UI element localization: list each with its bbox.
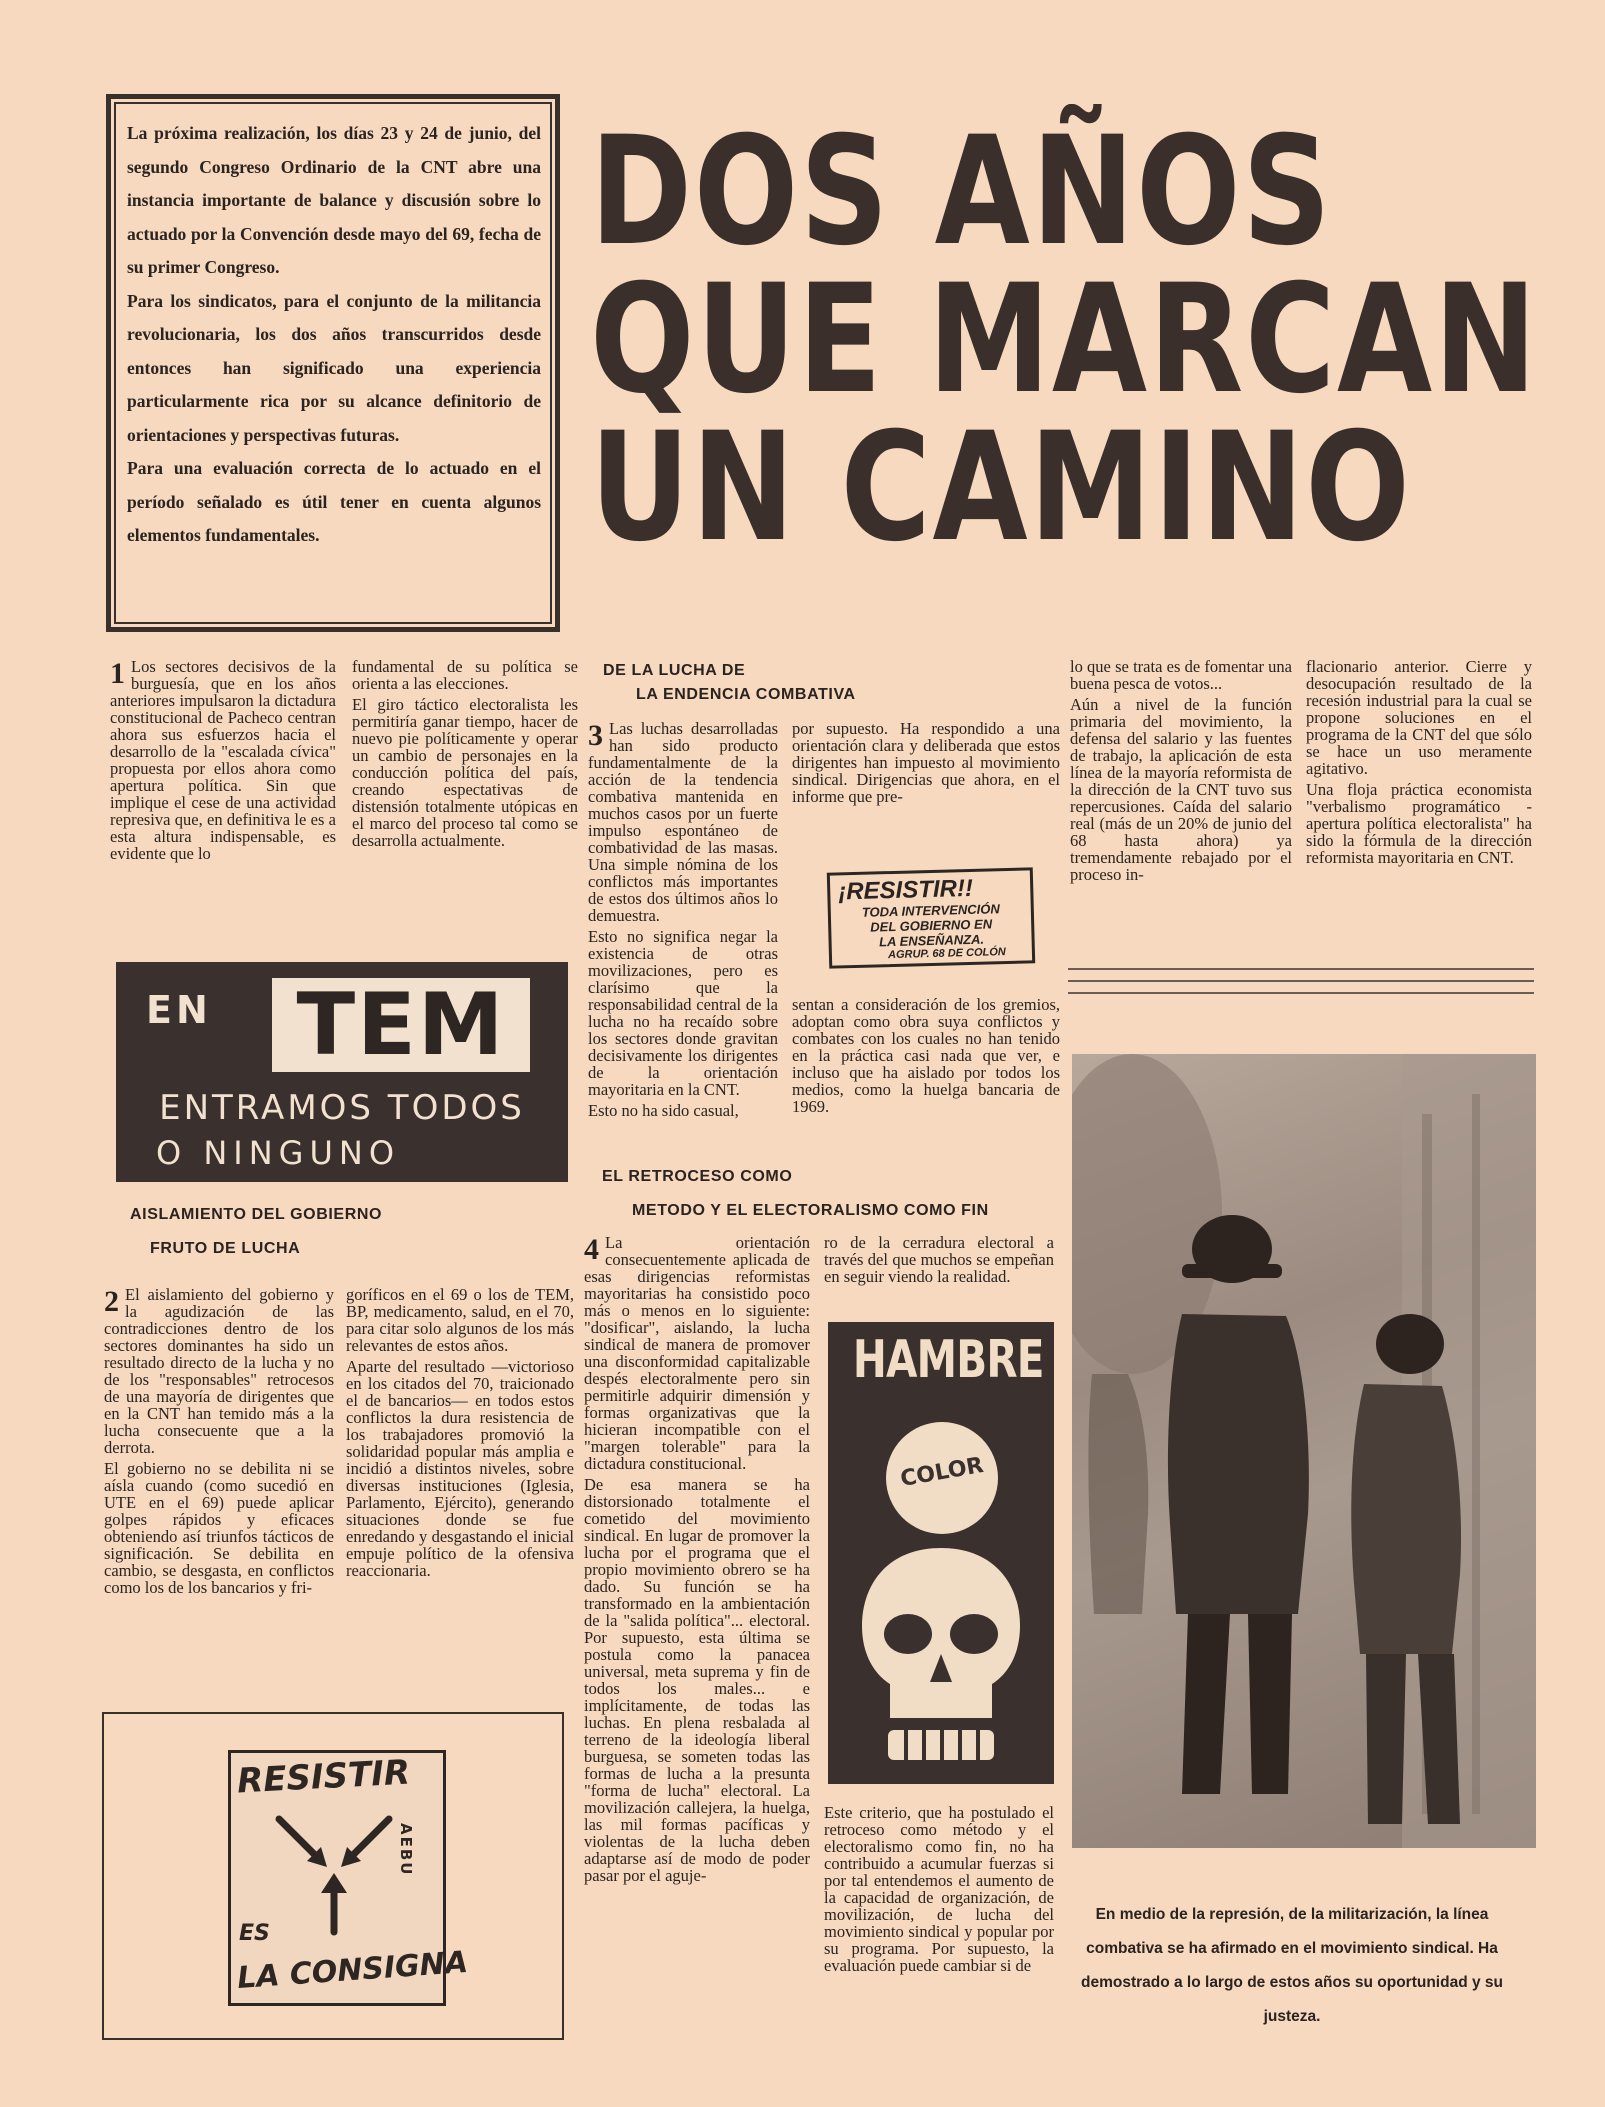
section4-column-b <box>824 1234 1054 1289</box>
section-number: 1 <box>110 657 125 690</box>
section-number: 2 <box>104 1285 119 1318</box>
section4-heading: EL RETROCESO COMO <box>602 1168 793 1185</box>
headline-line: QUE MARCAN <box>590 253 1539 427</box>
section4-text: La orientación consecuentemente aplicada de esas dirigencias reformistas mayoritarias ha consistido poco más o menos en lo siguiente: "dosificar", aislando, la lucha sindical de manera de promover una disconformidad capitalizable despés electoralmente pero sin permitirle adquirir dimensión y formas organizativas que la hicieran incompatible con el "margen tolerable" para la dictadura constitucional. <box>584 1233 810 1473</box>
section3-column-b2 <box>792 996 1060 1119</box>
converging-arrows-icon <box>269 1807 399 1937</box>
section3-text: flacionario anterior. Cierre y desocupación resultado de la recesión industrial para la cual se propone soluciones en el programa de la CNT del que sólo se hace un uso meramente agitativo. <box>1306 657 1532 778</box>
resistir-poster-bottom: LA CONSIGNA <box>236 1944 470 1997</box>
hambre-poster-word: HAMBRE <box>852 1330 1044 1390</box>
section2-text: El aislamiento del gobierno y la agudización de las contradicciones dentro de los sectores dominantes ha sido un resultado directo de la lucha y no de los "responsables" retrocesos de una mayoría de dirigentes que en la CNT han temido más a la lucha consecuente que a la derrota. <box>104 1285 334 1457</box>
resistir-poster <box>228 1750 470 2006</box>
intro-box <box>106 94 560 632</box>
headline-line: UN CAMINO <box>590 401 1412 575</box>
section3-text: Esto no ha sido casual, <box>588 1101 739 1120</box>
section3-text: lo que se trata es de fomentar una buena pesca de votos... <box>1070 657 1292 693</box>
resistir-notice-title: ¡RESISTIR!! <box>837 874 974 906</box>
intro-paragraph: Para los sindicatos, para el conjunto de la militancia revolucionaria, los dos años transcurridos desde entonces han significado una experiencia particularmente rica por su alcance definitorio de orientaciones y perspectivas futuras. <box>127 290 541 445</box>
resistir-notice-signature: AGRUP. 68 DE COLÓN <box>887 946 1006 962</box>
tem-poster-line: O NINGUNO <box>156 1134 401 1172</box>
section1-text: fundamental de su política se orienta a las elecciones. <box>352 657 578 693</box>
section3-column-b <box>792 720 1060 809</box>
section3-text: sentan a consideración de los gremios, adoptan como obra suya conflictos y combates con los cuales no han tenido en la práctica casi nada que ver, e incluso que ha aislado por todos los medios, como la huelga bancaria de 1969. <box>792 995 1060 1116</box>
intro-paragraph: La próxima realización, los días 23 y 24 de junio, del segundo Congreso Ordinario de la CNT abre una instancia importante de balance y discusión sobre lo actuado por la Convención desde mayo del 69, fecha de su primer Congreso. <box>127 123 541 277</box>
resistir-notice-line: LA ENSEÑANZA. <box>878 931 985 950</box>
tem-poster-line: ENTRAMOS TODOS <box>159 1088 525 1128</box>
section2-text: El gobierno no se debilita ni se aísla cuando (como sucedió en UTE en el 69) puede aplicar golpes rápidos y eficaces obteniendo así triunfos tácticos de significación. Se debilita en cambio, se desgasta, en conflictos como los de los bancarios y fri- <box>104 1459 334 1597</box>
section2-text: Aparte del resultado —victorioso en los citados del 70, traicionado el de bancarios— en todos estos conflictos la dura resistencia de los trabajadores promovió la solidaridad popular más amplia e incidió a distintos niveles, sobre diversas instituciones (Iglesia, Parlamento, Ejército), generando situaciones donde se fue enredando y desgastando el inicial empuje político de la ofensiva reaccionaria. <box>346 1357 574 1580</box>
tem-poster-tem: TEM <box>272 978 530 1072</box>
police-officers-icon <box>1072 1054 1536 1848</box>
section3-heading: LA ENDENCIA COMBATIVA <box>636 686 856 703</box>
headline <box>590 105 1539 575</box>
section3-column-d <box>1306 658 1532 870</box>
section2-text: goríficos en el 69 o los de TEM, BP, medicamento, salud, en el 70, para citar solo algunos de los más relevantes de estos años. <box>346 1285 574 1355</box>
section3-heading: DE LA LUCHA DE <box>603 662 746 679</box>
section1-column-b <box>352 658 578 853</box>
section1-column-a <box>110 658 336 866</box>
section1-text: Los sectores decisivos de la burguesía, que en los años anteriores impulsaron la dictadura constitucional de Pacheco centran ahora sus esfuerzos hacia el desarrollo de la "escalada cívica" propuesta por ellos ahora como apertura política. Sin que implique el cese de una actividad represiva que, en definitiva le es a esta altura indispensable, es evidente que lo <box>110 657 336 863</box>
section3-text: por supuesto. Ha respondido a una orientación clara y deliberada que estos dirigentes han impuesto al movimiento sindical. Dirigencias que ahora, en el informe que pre- <box>792 719 1060 806</box>
resistir-notice <box>827 867 1035 968</box>
protest-photo <box>1072 1054 1536 1848</box>
section4-column-b2 <box>824 1804 1054 1978</box>
headline-line: DOS AÑOS <box>590 105 1333 279</box>
section2-heading: FRUTO DE LUCHA <box>150 1240 301 1257</box>
section2-column-b <box>346 1286 574 1583</box>
divider <box>1068 968 1534 970</box>
tem-poster-en: EN <box>146 988 212 1032</box>
section3-text: Una floja práctica economista "verbalismo programático - apertura política electoralista" ha sido la fórmula de la dirección reformista mayoritaria en CNT. <box>1306 780 1532 867</box>
resistir-poster-side: AEBU <box>397 1823 415 1877</box>
resistir-notice-line: DEL GOBIERNO EN <box>870 916 993 935</box>
resistir-notice-line: TODA INTERVENCIÓN <box>861 901 1000 920</box>
divider <box>1068 992 1534 994</box>
section2-column-a <box>104 1286 334 1600</box>
resistir-poster-frame <box>102 1712 564 2040</box>
hambre-poster-badge: COLOR <box>898 1452 986 1493</box>
intro-paragraph: Para una evaluación correcta de lo actuado en el período señalado es útil tener en cuenta algunos elementos fundamentales. <box>127 458 541 545</box>
resistir-poster-bottom: ES <box>239 1921 270 1946</box>
skull-icon <box>848 1542 1034 1772</box>
tem-poster <box>116 962 568 1182</box>
section3-text: Las luchas desarrolladas han sido producto fundamentalmente de la acción de la tendencia combativa mantenida en muchos casos por un fuerte impulso espontáneo de combatividad de las masas. Una simple nómina de los conflictos más importantes de estos dos últimos años lo demuestra. <box>588 719 778 925</box>
section4-heading: METODO Y EL ELECTORALISMO COMO FIN <box>632 1202 989 1219</box>
section-number: 4 <box>584 1233 599 1266</box>
section4-text: Este criterio, que ha postulado el retroceso como método y el electoralismo como fin, no ha contribuido a acumular fuerzas si por tal entendemos el aumento de la capacidad de organización, de movilización, de lucha del movimiento sindical y popular por su programa. Por supuesto, la evaluación puede cambiar si de <box>824 1803 1054 1975</box>
section3-text: Esto no significa negar la existencia de otras movilizaciones, pero es clarísimo que la responsabilidad central de la lucha no ha recaído sobre los sectores donde gravitan decisivamente los dirigentes de la orientación mayoritaria en la CNT. <box>588 927 778 1099</box>
section2-heading: AISLAMIENTO DEL GOBIERNO <box>130 1206 383 1223</box>
divider <box>1068 980 1534 982</box>
section3-column-a <box>588 720 778 1123</box>
section3-column-c <box>1070 658 1292 887</box>
photo-caption: En medio de la represión, de la militarización, la línea combativa se ha afirmado en el movimiento sindical. Ha demostrado a lo largo de estos años su oportunidad y su justeza. <box>1080 1906 1503 2025</box>
section4-text: ro de la cerradura electoral a través del que muchos se empeñan en seguir viendo la realidad. <box>824 1233 1054 1286</box>
section1-text: El giro táctico electoralista les permitiría ganar tiempo, hacer de nuevo pie políticamente y operar un cambio de personajes en la conducción política del país, creando espectativas de distensión totalmente utópicas en el marco del proceso tal como se desarrolla actualmente. <box>352 695 578 850</box>
section3-text: Aún a nivel de la función primaria del movimiento, la defensa del salario y las fuentes de trabajo, la aplicación de esta línea de la mayoría reformista de la dirección de la CNT tuvo sus repercusiones. Caída del salario real (más de un 20% de junio del 68 hasta ahora) ya tremendamente rebajado por el proceso in- <box>1070 695 1292 884</box>
section4-column-a <box>584 1234 810 1888</box>
hambre-poster <box>828 1322 1054 1784</box>
resistir-poster-top: RESISTIR <box>236 1752 411 1802</box>
section4-text: De esa manera se ha distorsionado totalmente el cometido del movimiento sindical. En lugar de promover la lucha por el programa que el propio movimiento obrero se ha dado. Su función se ha transformado en la ambientación de la "salida política"... electoral. Por supuesto, esta última se postula como la panacea universal, meta suprema y fin de todos los males... e implícitamente, de todas las luchas. En plena resbalada al terreno de la ideología liberal burguesa, se someten todas las formas de lucha a la presunta "forma de lucha" electoral. La movilización callejera, la huelga, las mil formas pacíficas y violentas de la lucha deben adaptarse así de modo de poder pasar por el aguje- <box>584 1475 810 1885</box>
section-number: 3 <box>588 719 603 752</box>
